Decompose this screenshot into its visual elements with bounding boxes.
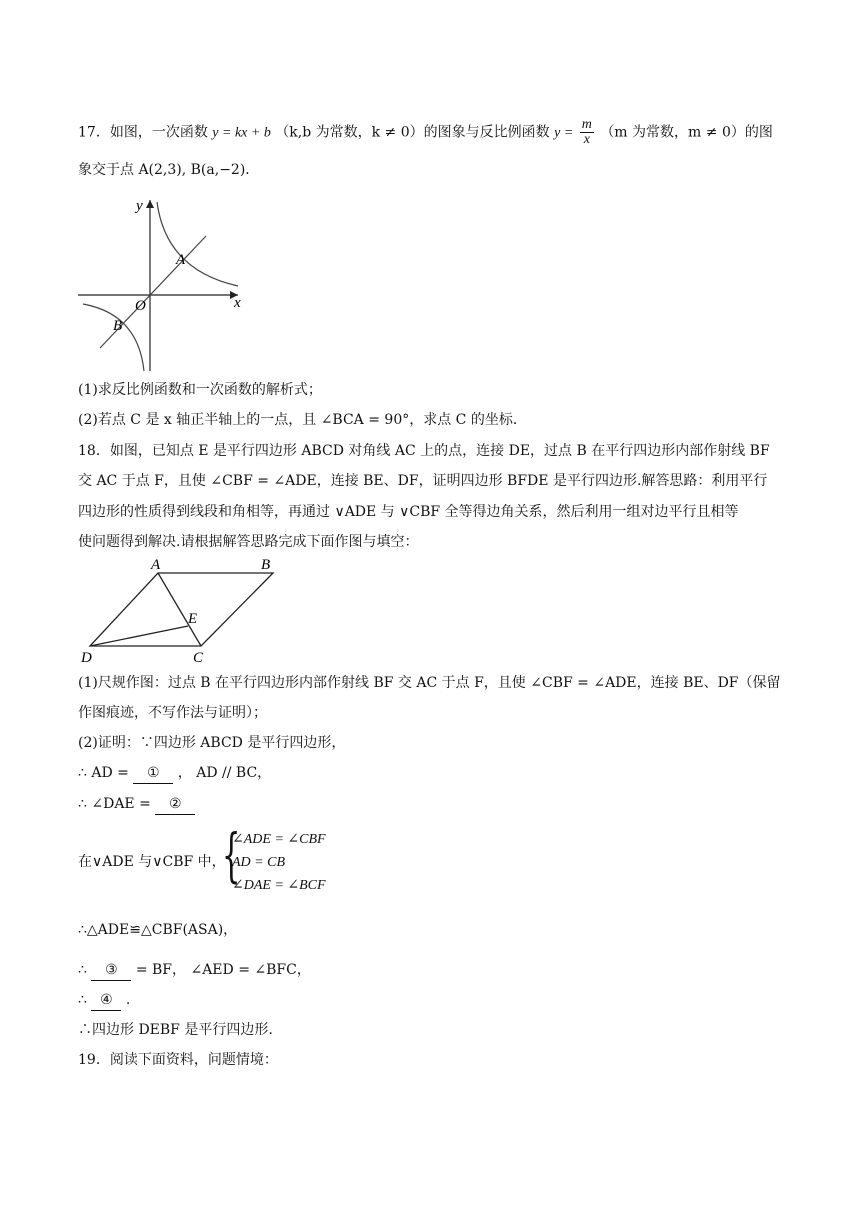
system-row-1: ∠ADE = ∠CBF <box>232 832 326 847</box>
label-b: B <box>261 557 271 573</box>
q18-equation-system <box>232 828 326 897</box>
q18-step5 <box>78 990 130 1011</box>
q18-part1-line1: (1)尺规作图：过点 B 在平行四边形内部作射线 BF 交 AC 于点 F，且使 ∠CBF = ∠ADE，连接 BE、DF（保留 <box>78 675 781 691</box>
q18-congruence: ∴△ADE≌△CBF(ASA)， <box>78 922 238 938</box>
q18-part1-line2: 作图痕迹，不写作法与证明）； <box>78 705 267 721</box>
q18-line3: 四边形的性质得到线段和角相等，再通过 ∨ADE 与 ∨CBF 全等得边角关系，然后利用一组对边平行且相等 <box>78 504 739 520</box>
segment-de <box>90 626 188 646</box>
diagonal-ac <box>158 573 201 646</box>
q18-conclusion: ∴四边形 DEBF 是平行四边形. <box>78 1022 273 1038</box>
step5-suffix: . <box>125 992 131 1008</box>
hyperbola-upper-branch <box>157 202 238 286</box>
q17-frac-num: m <box>581 117 592 132</box>
q17-line1 <box>78 118 773 147</box>
blank-4[interactable]: ④ <box>91 990 121 1011</box>
q18-part2-intro: (2)证明：∵四边形 ABCD 是平行四边形， <box>78 735 346 751</box>
q18-line4: 使问题得到解决.请根据解答思路完成下面作图与填空： <box>78 534 419 550</box>
label-b: B <box>113 318 123 334</box>
q19-line1: 19．阅读下面资料，问题情境： <box>78 1052 278 1068</box>
q17-inverse-fraction <box>580 118 594 147</box>
q17-inverse-conditions: （m 为常数，m ≠ 0）的图 <box>600 124 773 141</box>
step1-prefix: ∴ AD = <box>78 765 129 781</box>
blank-3[interactable]: ③ <box>91 960 131 981</box>
step2-prefix: ∴ ∠DAE = <box>78 796 151 812</box>
system-brace: { <box>222 821 241 889</box>
q17-intro: 17．如图，一次函数 <box>78 124 208 141</box>
hyperbola-lower-branch <box>83 304 144 371</box>
q18-step2 <box>78 794 195 815</box>
q17-line2: 象交于点 A(2,3), B(a,−2)． <box>78 162 260 178</box>
q17-linear-eq: y = kx + b <box>212 125 271 141</box>
q18-line1: 18．如图，已知点 E 是平行四边形 ABCD 对角线 AC 上的点，连接 DE，过点 B 在平行四边形内部作射线 BF <box>78 443 770 459</box>
q17-frac-den: x <box>583 132 590 147</box>
q17-graph-figure <box>78 196 248 374</box>
label-d: D <box>81 650 92 666</box>
parallelogram-abcd <box>90 573 273 646</box>
step4-prefix: ∴ <box>78 962 87 978</box>
label-c: C <box>193 650 204 666</box>
q18-parallelogram-figure <box>78 556 288 666</box>
label-e: E <box>188 611 198 627</box>
step4-suffix: = BF， ∠AED = ∠BFC， <box>135 962 311 978</box>
system-row-3: ∠DAE = ∠BCF <box>232 878 326 893</box>
label-y: y <box>136 198 143 214</box>
blank-1[interactable]: ① <box>133 763 173 784</box>
label-o: O <box>135 298 146 314</box>
q18-line2: 交 AC 于点 F，且使 ∠CBF = ∠ADE，连接 BE、DF，证明四边形 BFDE 是平行四边形.解答思路：利用平行 <box>78 473 768 489</box>
label-x: x <box>234 295 241 311</box>
q18-system-label: 在∨ADE 与∨CBF 中， <box>78 854 226 870</box>
blank-2[interactable]: ② <box>155 794 195 815</box>
label-a: A <box>151 557 161 573</box>
q17-linear-conditions: （k,b 为常数，k ≠ 0）的图象与反比例函数 <box>275 124 550 141</box>
q17-part2: (2)若点 C 是 x 轴正半轴上的一点，且 ∠BCA = 90°，求点 C 的坐标． <box>78 412 527 428</box>
q18-step1 <box>78 763 271 784</box>
q18-step4 <box>78 960 311 981</box>
q17-inverse-lhs: y = <box>554 125 574 141</box>
label-a: A <box>176 252 186 268</box>
system-row-2: AD = CB <box>232 855 285 870</box>
step5-prefix: ∴ <box>78 992 87 1008</box>
q17-part1: (1)求反比例函数和一次函数的解析式； <box>78 382 322 398</box>
step1-suffix: ， AD // BC， <box>177 765 272 781</box>
